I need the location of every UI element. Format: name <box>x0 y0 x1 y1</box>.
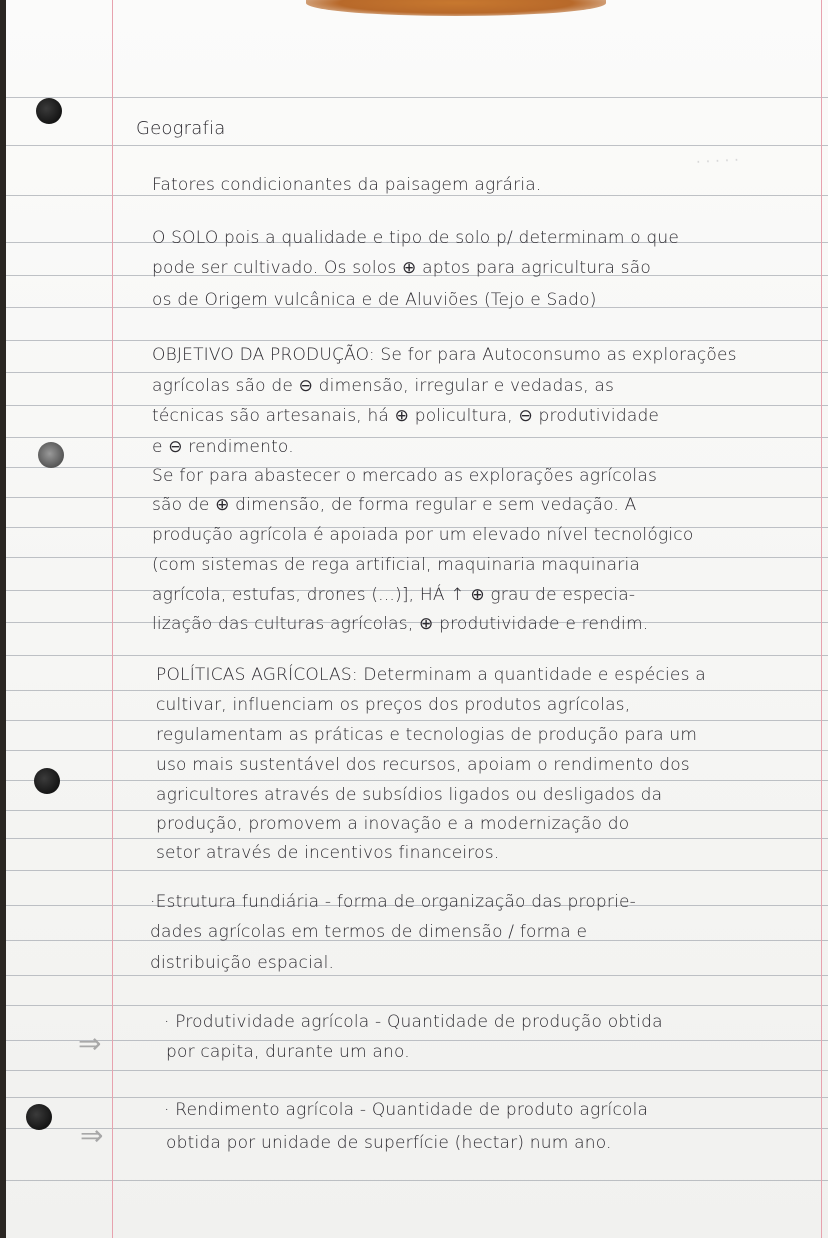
rendimento-line: obtida por unidade de superfície (hectar) num ano. <box>166 1133 612 1153</box>
arrow-icon: ⇒ <box>78 1027 102 1060</box>
rule-line <box>6 1070 828 1071</box>
objetivo-line: agrícola, estufas, drones (...)], HÁ ↑ ⊕ grau de especia- <box>152 585 636 605</box>
arrow-icon: ⇒ <box>80 1119 104 1152</box>
objetivo-line: agrícolas são de ⊖ dimensão, irregular e vedadas, as <box>152 376 615 396</box>
rule-line <box>6 690 828 691</box>
right-margin-line <box>821 0 822 1238</box>
objetivo-line: (com sistemas de rega artificial, maquinaria maquinaria <box>152 555 640 575</box>
binder-hole <box>36 98 62 124</box>
rule-line <box>6 437 828 438</box>
rule-line <box>6 870 828 871</box>
solo-line: os de Origem vulcânica e de Aluviões (Tejo e Sado) <box>152 290 597 310</box>
tape-strip <box>306 0 606 16</box>
rule-line <box>6 195 828 196</box>
binder-hole <box>38 442 64 468</box>
rule-line <box>6 1097 828 1098</box>
rule-line <box>6 97 828 98</box>
estrutura-line: distribuição espacial. <box>150 953 335 973</box>
rule-line <box>6 655 828 656</box>
politicas-line: cultivar, influenciam os preços dos produtos agrícolas, <box>156 695 631 715</box>
show-through-text: · · · · · <box>695 150 740 172</box>
politicas-line: produção, promovem a inovação e a modernização do <box>156 814 630 834</box>
politicas-line: POLÍTICAS AGRÍCOLAS: Determinam a quantidade e espécies a <box>156 665 706 685</box>
objetivo-line: são de ⊕ dimensão, de forma regular e sem vedação. A <box>152 495 637 515</box>
estrutura-line: dades agrícolas em termos de dimensão / forma e <box>150 922 588 942</box>
rule-line <box>6 340 828 341</box>
rule-line <box>6 838 828 839</box>
subject-heading: Geografia <box>136 118 226 139</box>
solo-line: O SOLO pois a qualidade e tipo de solo p/ determinam o que <box>152 228 680 248</box>
produtividade-line: · Produtividade agrícola - Quantidade de produção obtida <box>164 1012 663 1032</box>
objetivo-line: Se for para abastecer o mercado as explorações agrícolas <box>152 466 658 486</box>
rule-line <box>6 1180 828 1181</box>
politicas-line: agricultores através de subsídios ligados ou desligados da <box>156 785 663 805</box>
objetivo-line: produção agrícola é apoiada por um elevado nível tecnológico <box>152 525 694 545</box>
rule-line <box>6 810 828 811</box>
objetivo-line: técnicas são artesanais, há ⊕ policultura, ⊖ produtividade <box>152 406 660 426</box>
page-title: Fatores condicionantes da paisagem agrária. <box>152 175 542 195</box>
rule-line <box>6 372 828 373</box>
left-margin-line <box>112 0 113 1238</box>
politicas-line: uso mais sustentável dos recursos, apoiam o rendimento dos <box>156 755 690 775</box>
rule-line <box>6 975 828 976</box>
rule-line <box>6 1040 828 1041</box>
solo-line: pode ser cultivado. Os solos ⊕ aptos para agricultura são <box>152 258 651 278</box>
rule-line <box>6 720 828 721</box>
produtividade-line: por capita, durante um ano. <box>166 1042 410 1062</box>
estrutura-line: ·Estrutura fundiária - forma de organização das proprie- <box>150 892 637 912</box>
binder-hole <box>26 1104 52 1130</box>
objetivo-line: OBJETIVO DA PRODUÇÃO: Se for para Autoconsumo as explorações <box>152 345 737 365</box>
rendimento-line: · Rendimento agrícola - Quantidade de produto agrícola <box>164 1100 649 1120</box>
politicas-line: setor através de incentivos financeiros. <box>156 843 500 863</box>
rule-line <box>6 750 828 751</box>
rule-line <box>6 145 828 146</box>
rule-line <box>6 780 828 781</box>
rule-line <box>6 1128 828 1129</box>
politicas-line: regulamentam as práticas e tecnologias de produção para um <box>156 725 698 745</box>
objetivo-line: e ⊖ rendimento. <box>152 437 294 457</box>
objetivo-line: lização das culturas agrícolas, ⊕ produtividade e rendim. <box>152 614 649 634</box>
binder-hole <box>34 768 60 794</box>
notebook-page <box>6 0 828 1238</box>
rule-line <box>6 1005 828 1006</box>
